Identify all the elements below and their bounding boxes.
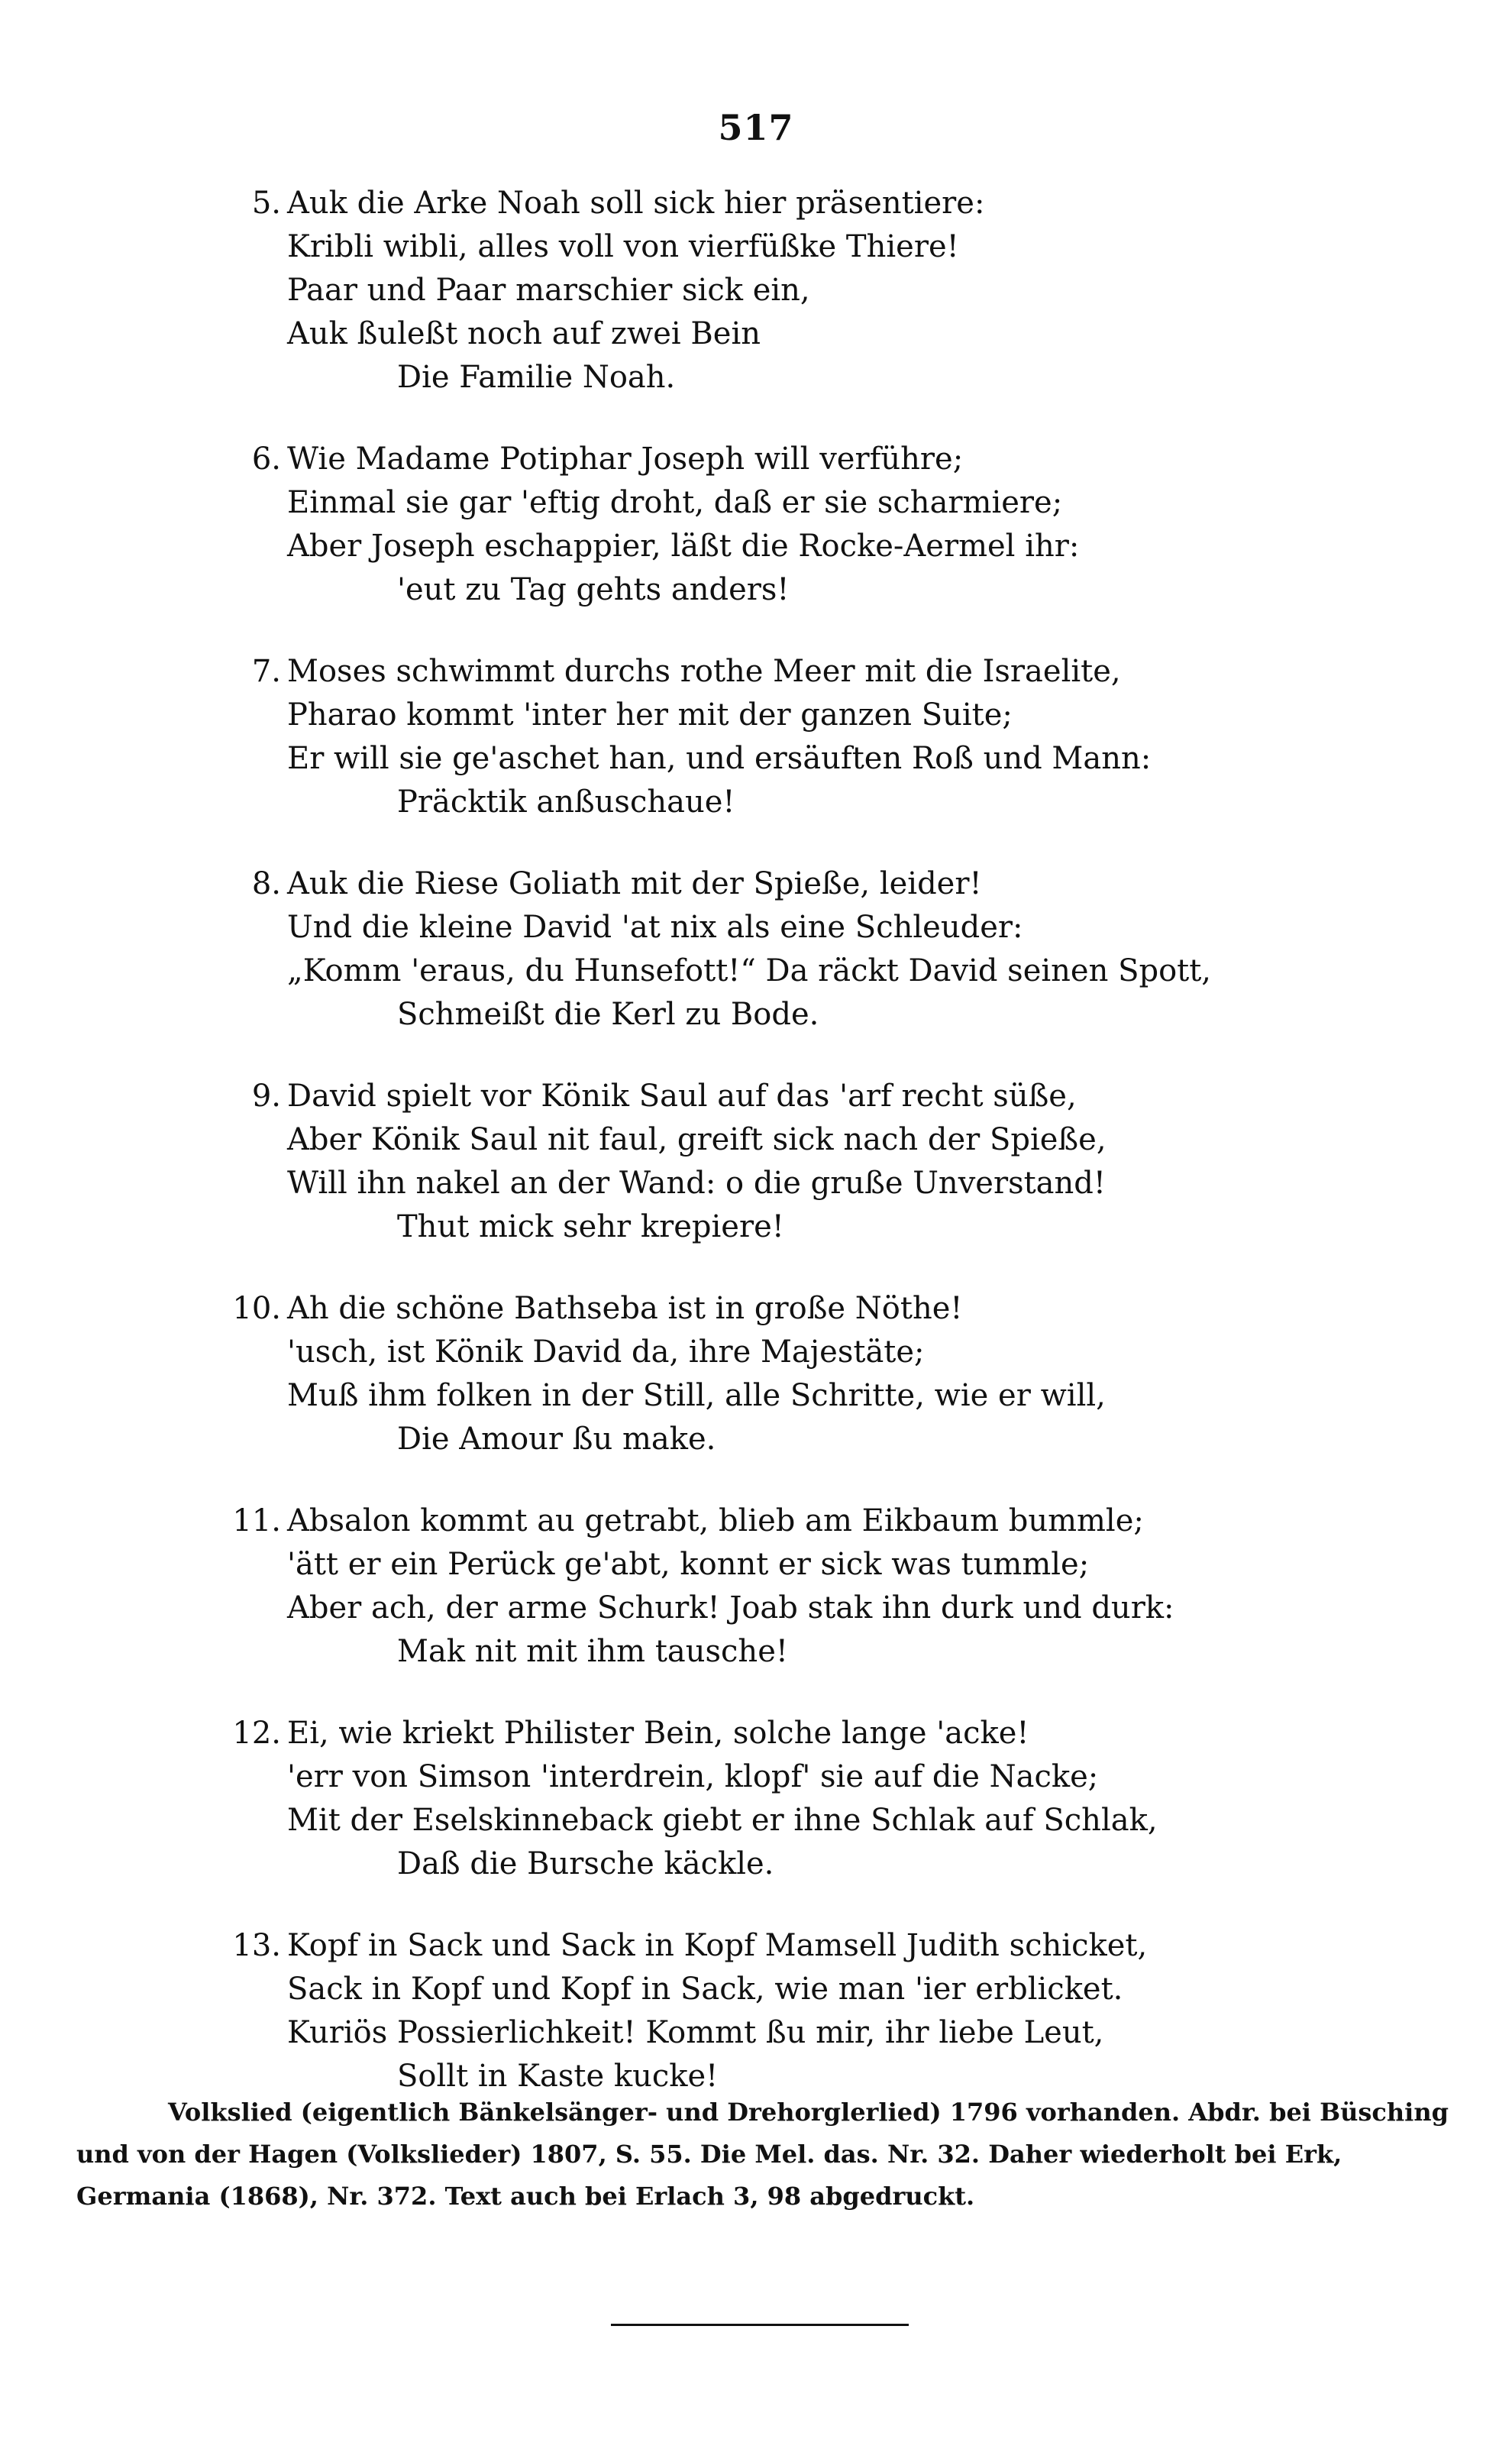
line-text: David spielt vor Könik Saul auf das 'arf recht süße,	[287, 1079, 1077, 1114]
stanza-line: Daß die Bursche käckle.	[397, 1846, 774, 1881]
stanza-line	[0, 1712, 1512, 1755]
stanza-line: Auk ßuleßt noch auf zwei Bein	[287, 316, 761, 351]
stanza-number: 6.	[251, 442, 281, 477]
stanza-number: 11.	[232, 1503, 281, 1538]
stanza-line: Einmal sie gar 'eftig droht, daß er sie scharmiere;	[287, 485, 1063, 520]
stanza-line	[0, 1287, 1512, 1331]
line-text: Absalon kommt au getrabt, blieb am Eikbaum bummle;	[287, 1503, 1144, 1538]
stanza-line: Die Familie Noah.	[397, 360, 676, 395]
note-line: Volkslied (eigentlich Bänkelsänger- und Drehorglerlied) 1796 vorhanden. Abdr. bei Büsching	[168, 2098, 1449, 2127]
stanza-5	[0, 182, 1512, 400]
stanza-line	[0, 1924, 1512, 1968]
stanza-line: 'usch, ist Könik David da, ihre Majestäte;	[287, 1334, 925, 1370]
stanza-line	[0, 1499, 1512, 1543]
stanza-line: Er will sie ge'aschet han, und ersäuften Roß und Mann:	[287, 741, 1152, 776]
stanza-line: 'eut zu Tag gehts anders!	[397, 572, 790, 607]
stanza-10	[0, 1287, 1512, 1461]
stanza-line: Aber Könik Saul nit faul, greift sick nach der Spieße,	[287, 1122, 1107, 1157]
stanza-line: Sollt in Kaste kucke!	[397, 2059, 719, 2094]
stanza-line: Mak nit mit ihm tausche!	[397, 1634, 788, 1669]
line-text: Ah die schöne Bathseba ist in große Nöthe!	[287, 1291, 963, 1326]
stanza-13	[0, 1924, 1512, 2098]
stanza-line: Und die kleine David 'at nix als eine Schleuder:	[287, 910, 1023, 945]
stanza-line: Pharao kommt 'inter her mit der ganzen Suite;	[287, 697, 1013, 733]
stanza-line: Aber Joseph eschappier, läßt die Rocke-Aermel ihr:	[287, 529, 1080, 564]
stanza-line: Die Amour ßu make.	[397, 1422, 716, 1457]
line-text: Ei, wie kriekt Philister Bein, solche lange 'acke!	[287, 1716, 1029, 1751]
note-line: und von der Hagen (Volkslieder) 1807, S. 55. Die Mel. das. Nr. 32. Daher wiederholt bei Erk,	[76, 2140, 1342, 2169]
stanza-line	[0, 650, 1512, 694]
stanza-6	[0, 438, 1512, 612]
stanza-line	[0, 438, 1512, 481]
stanza-line: 'ätt er ein Perück ge'abt, konnt er sick was tummle;	[287, 1547, 1090, 1582]
page-number: 517	[718, 107, 794, 148]
line-text: Auk die Arke Noah soll sick hier präsentiere:	[287, 186, 985, 221]
stanza-line: Kuriös Possierlichkeit! Kommt ßu mir, ihr liebe Leut,	[287, 2015, 1104, 2050]
stanza-number: 10.	[232, 1291, 281, 1326]
stanza-line	[0, 182, 1512, 225]
stanza-7	[0, 650, 1512, 824]
stanza-line: Mit der Eselskinneback giebt er ihne Schlak auf Schlak,	[287, 1803, 1158, 1838]
stanza-line: Aber ach, der arme Schurk! Joab stak ihn durk und durk:	[287, 1590, 1174, 1626]
stanza-number: 8.	[251, 866, 281, 901]
source-note	[76, 2092, 1449, 2218]
stanza-number: 5.	[251, 186, 281, 221]
stanza-number: 12.	[232, 1716, 281, 1751]
line-text: Moses schwimmt durchs rothe Meer mit die Israelite,	[287, 654, 1121, 689]
stanza-line: Muß ihm folken in der Still, alle Schritte, wie er will,	[287, 1378, 1106, 1413]
stanza-number: 9.	[251, 1079, 281, 1114]
stanza-line: Sack in Kopf und Kopf in Sack, wie man 'ier erblicket.	[287, 1972, 1123, 2007]
stanza-line: Paar und Paar marschier sick ein,	[287, 273, 810, 308]
stanza-line: Schmeißt die Kerl zu Bode.	[397, 997, 819, 1032]
stanza-line: Präcktik anßuschaue!	[397, 785, 735, 820]
stanza-line: „Komm 'eraus, du Hunsefott!“ Da räckt David seinen Spott,	[287, 953, 1212, 988]
line-text: Auk die Riese Goliath mit der Spieße, leider!	[287, 866, 982, 901]
end-rule	[611, 2324, 909, 2326]
stanza-9	[0, 1075, 1512, 1249]
stanza-line: 'err von Simson 'interdrein, klopf' sie auf die Nacke;	[287, 1759, 1099, 1794]
poem	[0, 182, 1512, 2137]
stanza-line	[0, 862, 1512, 906]
stanza-line	[0, 1075, 1512, 1118]
stanza-11	[0, 1499, 1512, 1674]
stanza-line: Kribli wibli, alles voll von vierfüßke Thiere!	[287, 229, 959, 264]
stanza-line: Will ihn nakel an der Wand: o die gruße Unverstand!	[287, 1166, 1106, 1201]
note-line: Germania (1868), Nr. 372. Text auch bei Erlach 3, 98 abgedruckt.	[76, 2182, 975, 2211]
stanza-number: 13.	[232, 1928, 281, 1963]
stanza-12	[0, 1712, 1512, 1886]
stanza-number: 7.	[251, 654, 281, 689]
line-text: Wie Madame Potiphar Joseph will verführe;	[287, 442, 964, 477]
line-text: Kopf in Sack und Sack in Kopf Mamsell Judith schicket,	[287, 1928, 1148, 1963]
stanza-8	[0, 862, 1512, 1037]
stanza-line: Thut mick sehr krepiere!	[397, 1209, 784, 1244]
